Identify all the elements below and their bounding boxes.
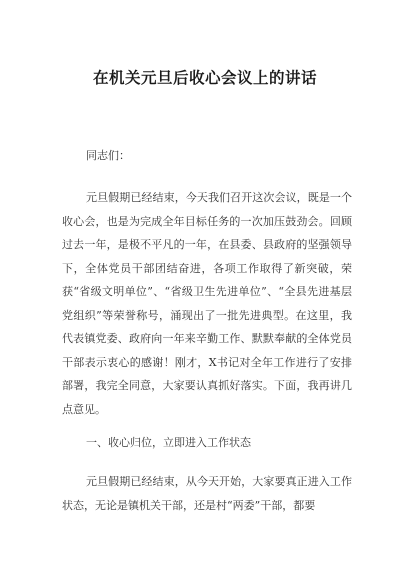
paragraph-1-block: [62, 186, 352, 421]
paragraph-1: 元旦假期已经结束，今天我们召开这次会议，既是一个收心会，也是为完成全年目标任务的一次加压鼓劲会。回顾过去一年，是极不平凡的一年，在县委、县政府的坚强领导下，全体党员干部团结奋进，各项工作取得了新突破，荣获“省级文明单位”、“省级卫生先进单位”、“全县先进基层党组织”等荣誉称号，涌现出了一批先进典型。在这里，我代表镇党委、政府向一年来辛勤工作、默默奉献的全体党员干部表示衷心的感谢！刚才，X书记对全年工作进行了安排部署，我完全同意，大家要认真抓好落实。下面，我再讲几点意见。: [62, 191, 352, 416]
paragraph-2-block: [62, 470, 352, 517]
section-heading-1: 一、收心归位，立即进入工作状态: [86, 436, 251, 449]
document-title: 在机关元旦后收心会议上的讲话: [92, 68, 317, 87]
greeting: 同志们：: [86, 149, 130, 162]
paragraph-2: 元旦假期已经结束，从今天开始，大家要真正进入工作状态，无论是镇机关干部，还是村“两委”干部，都要: [62, 475, 352, 512]
